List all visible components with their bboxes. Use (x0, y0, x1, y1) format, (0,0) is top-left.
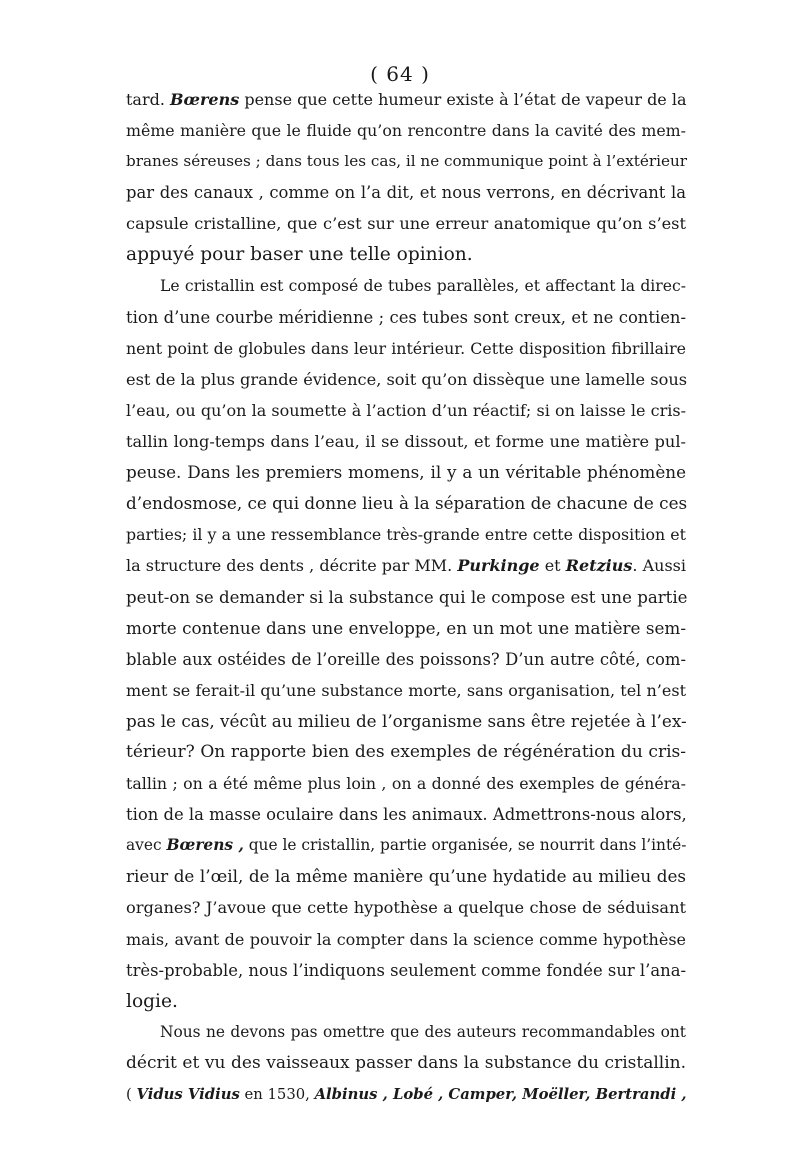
page-number: ( 64 ) (370, 62, 430, 86)
text-segment: que le cristallin, partie organisée, se nourrit dans l’inté- (243, 836, 687, 855)
text-segment: . Aussi (632, 556, 686, 576)
text-line (126, 706, 686, 737)
text-segment: organes? J’avoue que cette hypothèse a quelque chose de séduisant (126, 898, 686, 918)
text-line (126, 333, 686, 364)
text-segment: rieur de l’œil, de la même manière qu’une hydatide au milieu des (126, 866, 686, 887)
text-line (126, 519, 686, 550)
paragraph (126, 271, 686, 1017)
text-line (126, 395, 686, 426)
italic-name: Bœrens (170, 90, 240, 109)
text-line (126, 550, 686, 581)
text-segment: très-probable, nous l’indiquons seulement comme fondée sur l’ana- (126, 960, 687, 980)
text-line (126, 986, 686, 1017)
text-segment: branes séreuses ; dans tous les cas, il ne communique point à l’extérieur (126, 152, 688, 171)
text-segment: l’eau, ou qu’on la soumette à l’action d’un réactif; si on laisse le cris- (126, 400, 686, 420)
text-line (126, 84, 686, 115)
text-segment: morte contenue dans une enveloppe, en un mot une matière sem- (126, 617, 686, 638)
text-line (126, 364, 686, 395)
text-line (126, 426, 686, 457)
text-line (126, 582, 686, 613)
text-line (126, 861, 686, 892)
text-segment: Nous ne devons pas omettre que des auteurs recommandables ont (160, 1022, 686, 1041)
text-line (126, 1048, 686, 1079)
italic-name: Bœrens , (166, 836, 244, 855)
text-segment: pas le cas, vécût au milieu de l’organisme sans être rejetée à l’ex- (126, 710, 687, 731)
text-line (126, 955, 686, 986)
text-segment: peuse. Dans les premiers momens, il y a un véritable phénomène (126, 462, 686, 483)
text-line (126, 239, 686, 270)
text-segment: Le cristallin est composé de tubes parallèles, et affectant la direc- (160, 276, 686, 295)
text-segment: tallin ; on a été même plus loin , on a donné des exemples de généra- (126, 774, 686, 794)
text-segment: peut-on se demander si la substance qui le compose est une partie (126, 587, 688, 607)
text-segment: en 1530, (239, 1086, 315, 1103)
italic-name: Retzius (565, 556, 633, 576)
text-line (126, 146, 686, 177)
text-line (126, 1079, 686, 1110)
text-segment: pense que cette humeur existe à l’état de vapeur de la (239, 90, 687, 109)
text-segment: mais, avant de pouvoir la compter dans la science comme hypothèse (126, 929, 686, 949)
text-segment: appuyé pour baser une telle opinion. (126, 244, 473, 266)
text-segment: blable aux ostéides de l’oreille des poissons? D’un autre côté, com- (126, 649, 686, 669)
text-line (126, 613, 686, 644)
text-segment: tallin long-temps dans l’eau, il se dissout, et forme une matière pul- (126, 432, 686, 452)
text-segment: par des canaux , comme on l’a dit, et nous verrons, en décrivant la (126, 183, 686, 203)
text-segment: logie. (126, 990, 178, 1012)
text-segment: même manière que le fluide qu’on rencontre dans la cavité des mem- (126, 121, 686, 141)
italic-name: Albinus , Lobé , Camper, Moëller, Bertrandi , (314, 1086, 687, 1103)
italic-name: Purkinge (457, 556, 540, 576)
text-segment: ( (126, 1086, 137, 1103)
text-line (126, 737, 686, 768)
text-segment: la structure des dents , décrite par MM. (126, 556, 458, 576)
text-segment: est de la plus grande évidence, soit qu’on dissèque une lamelle sous (126, 369, 688, 389)
text-line (126, 457, 686, 488)
italic-name: Vidus Vidius (136, 1086, 240, 1103)
text-line (126, 302, 686, 333)
text-line (126, 830, 686, 861)
text-segment: nent point de globules dans leur intérieur. Cette disposition fibrillaire (126, 338, 686, 358)
text-segment: et (539, 556, 566, 576)
text-segment: capsule cristalline, que c’est sur une erreur anatomique qu’on s’est (126, 214, 686, 234)
text-segment: décrit et vu des vaisseaux passer dans la substance du cristallin. (126, 1052, 686, 1073)
body-text (126, 84, 686, 1110)
text-segment: tion d’une courbe méridienne ; ces tubes sont creux, et ne contien- (126, 307, 686, 327)
text-segment: ment se ferait-il qu’une substance morte, sans organisation, tel n’est (126, 680, 686, 700)
text-line (126, 177, 686, 208)
text-line (126, 1017, 686, 1048)
text-line (126, 644, 686, 675)
text-segment: avec (126, 836, 167, 855)
text-segment: tard. (126, 90, 171, 109)
text-line (126, 488, 686, 519)
text-line (126, 208, 686, 239)
text-line (126, 115, 686, 146)
text-segment: d’endosmose, ce qui donne lieu à la séparation de chacune de ces (126, 493, 688, 514)
text-line (126, 768, 686, 799)
text-line (126, 799, 686, 830)
paragraph (126, 1017, 686, 1110)
paragraph (126, 84, 686, 271)
text-segment: parties; il y a une ressemblance très-grande entre cette disposition et (126, 525, 686, 545)
text-line (126, 892, 686, 923)
text-line (126, 924, 686, 955)
text-segment: térieur? On rapporte bien des exemples de régénération du cris- (126, 741, 686, 762)
text-line (126, 271, 686, 302)
text-line (126, 675, 686, 706)
text-segment: tion de la masse oculaire dans les animaux. Admettrons-nous alors, (126, 805, 687, 825)
